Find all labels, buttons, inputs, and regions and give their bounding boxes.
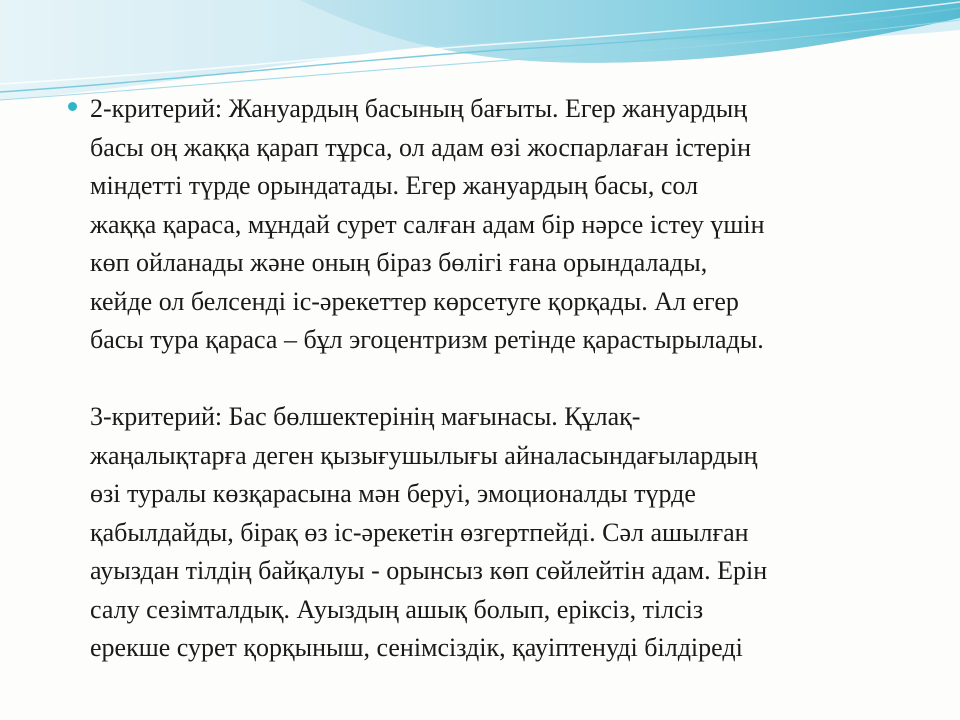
slide-body	[68, 90, 918, 668]
round-bullet-icon	[68, 102, 77, 111]
bullet-item	[68, 90, 918, 668]
criterion-2-paragraph: 2-критерий: Жануардың басының бағыты. Егер жануардың басы оң жаққа қарап тұрса, ол адам өзі жоспарлаған істерін міндетті түрде орындатады. Егер жануардың басы, сол жаққа қараса, мұндай сурет салған адам бір нәрсе істеу үшін көп ойланады және оның біраз бөлігі ғана орындалады, кейде ол белсенді іс-әрекеттер көрсетуге қорқады. Ал егер басы тура қараса – бұл эгоцентризм ретінде қарастырылады.	[90, 94, 765, 354]
criterion-3-paragraph: 3-критерий: Бас бөлшектерінің мағынасы. Құлақ- жаңалықтарға деген қызығушылығы айналасындағылардың өзі туралы көзқарасына мән беруі, эмоционалды түрде қабылдайды, бірақ өз іс-әрекетін өзгертпейді. Сәл ашылған ауыздан тілдің байқалуы - орынсыз көп сөйлейтін адам. Ерін салу сезімталдық. Ауыздың ашық болып, еріксіз, тілсіз ерекше сурет қорқыныш, сенімсіздік, қауіптенуді білдіреді	[90, 402, 768, 662]
